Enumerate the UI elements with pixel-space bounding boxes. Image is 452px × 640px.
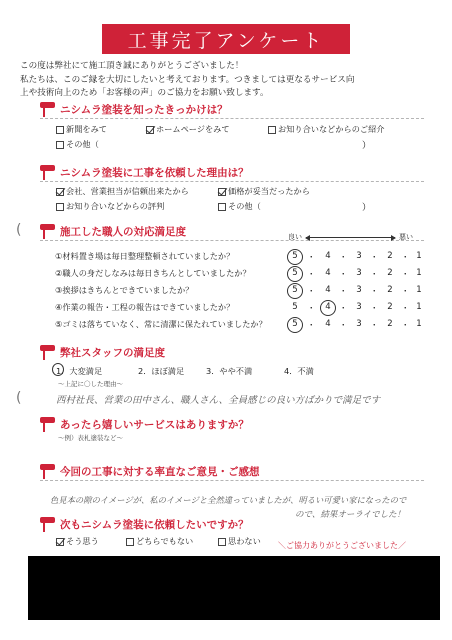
question-label: ④作業の報告・工程の報告はできていましたか？ bbox=[55, 302, 235, 312]
rating-option[interactable]: 2 bbox=[387, 285, 393, 295]
rating-question-row bbox=[55, 249, 425, 265]
double-arrow-icon bbox=[306, 237, 395, 238]
separator-dot: ・ bbox=[370, 321, 379, 331]
feedback-handwriting-line2: ので、結果オーライでした！ bbox=[295, 510, 406, 520]
paint-roller-icon bbox=[40, 464, 55, 479]
separator-dot: ・ bbox=[401, 253, 410, 263]
rating-scale bbox=[289, 266, 425, 282]
intro-line: この度は弊社にて施工頂き誠にありがとうございました！ bbox=[20, 61, 244, 71]
checkbox-checked[interactable] bbox=[218, 188, 226, 196]
separator-dot: ・ bbox=[401, 287, 410, 297]
rating-option[interactable]: 4 bbox=[325, 268, 331, 278]
rating-option[interactable]: 1 bbox=[416, 285, 422, 295]
divider bbox=[40, 118, 424, 119]
rating-option[interactable]: 5 bbox=[292, 302, 298, 312]
scale-good-label: 良い bbox=[288, 233, 302, 241]
rating-option[interactable]: 1 bbox=[416, 251, 422, 261]
rating-question-row bbox=[55, 300, 425, 316]
rating-scale bbox=[289, 249, 425, 265]
reason-note: 〜上記に〇した理由〜 bbox=[58, 380, 123, 388]
separator-dot: ・ bbox=[307, 253, 316, 263]
separator-dot: ・ bbox=[339, 287, 348, 297]
option-label: 会社、営業担当が信頼出来たから bbox=[66, 186, 189, 196]
section7-title: 次もニシムラ塗装に依頼したいですか？ bbox=[60, 519, 249, 531]
separator-dot: ・ bbox=[401, 321, 410, 331]
scale-bad-label: 悪い bbox=[399, 233, 413, 241]
paint-roller-icon bbox=[40, 165, 55, 180]
staff-option-2[interactable]: 2．ほぼ満足 bbox=[138, 366, 185, 376]
separator-dot: ・ bbox=[307, 304, 316, 314]
question-label: ②職人の身だしなみは毎日きちんとしていましたか？ bbox=[55, 268, 251, 278]
option-label: その他（ bbox=[228, 201, 261, 211]
option-homepage[interactable] bbox=[146, 124, 230, 135]
separator-dot: ・ bbox=[370, 270, 379, 280]
separator-dot: ・ bbox=[307, 321, 316, 331]
option-neutral[interactable] bbox=[126, 536, 193, 547]
rating-option[interactable]: 2 bbox=[387, 251, 393, 261]
rating-question-row bbox=[55, 317, 425, 333]
feedback-handwriting-line1: 色見本の隙のイメージが、私のイメージと全然違っていましたが、明るい可愛い家になったので bbox=[50, 495, 407, 505]
rating-scale bbox=[289, 283, 425, 299]
left-bracket-mark: ( bbox=[16, 222, 22, 238]
separator-dot: ・ bbox=[339, 270, 348, 280]
option-price[interactable] bbox=[218, 186, 310, 197]
section6-header bbox=[40, 464, 260, 479]
rating-option[interactable]: 5 bbox=[289, 268, 301, 278]
separator-dot: ・ bbox=[339, 253, 348, 263]
question-label: ①材料置き場は毎日整理整頓されていましたか？ bbox=[55, 251, 235, 261]
question-label: ③挨拶はきちんとできていましたか？ bbox=[55, 285, 194, 295]
rating-question-row bbox=[55, 283, 425, 299]
staff-option-4[interactable]: 4．不満 bbox=[284, 366, 314, 376]
staff-option-1[interactable]: 1．大変満足 bbox=[56, 366, 103, 376]
separator-dot: ・ bbox=[307, 287, 316, 297]
rating-option[interactable]: 4 bbox=[325, 319, 331, 329]
rating-option[interactable]: 3 bbox=[356, 268, 362, 278]
option-label: お知り合いなどからの評判 bbox=[66, 201, 165, 211]
option-trust[interactable] bbox=[56, 186, 189, 197]
rating-question-row bbox=[55, 266, 425, 282]
checkbox[interactable] bbox=[218, 203, 226, 211]
rating-option[interactable]: 3 bbox=[356, 302, 362, 312]
option-newspaper[interactable] bbox=[56, 124, 107, 135]
checkbox[interactable] bbox=[218, 538, 226, 546]
paint-roller-icon bbox=[40, 345, 55, 360]
section5-header bbox=[40, 417, 249, 432]
option-agree[interactable] bbox=[56, 536, 99, 547]
close-paren: ） bbox=[362, 141, 372, 151]
section2-header bbox=[40, 165, 249, 180]
rating-option[interactable]: 3 bbox=[356, 251, 362, 261]
rating-option[interactable]: 1 bbox=[416, 319, 422, 329]
selected-circle bbox=[52, 363, 64, 376]
rating-option[interactable]: 5 bbox=[289, 319, 301, 329]
rating-option[interactable]: 2 bbox=[387, 268, 393, 278]
rating-option[interactable]: 5 bbox=[289, 285, 301, 295]
checkbox[interactable] bbox=[56, 203, 64, 211]
left-bracket-mark: ( bbox=[16, 390, 22, 406]
intro-line: 上や技術向上のため「お客様の声」のご協力をお願い致します。 bbox=[20, 88, 269, 98]
rating-option[interactable]: 5 bbox=[289, 251, 301, 261]
rating-scale-header bbox=[288, 232, 413, 244]
separator-dot: ・ bbox=[307, 270, 316, 280]
option-label: 思わない bbox=[228, 536, 261, 546]
option-label: 価格が妥当だったから bbox=[228, 186, 310, 196]
checkbox[interactable] bbox=[56, 126, 64, 134]
rating-option[interactable]: 1 bbox=[416, 268, 422, 278]
staff-option-3[interactable]: 3．やや不満 bbox=[206, 366, 253, 376]
separator-dot: ・ bbox=[339, 304, 348, 314]
paint-roller-icon bbox=[40, 517, 55, 532]
rating-option[interactable]: 2 bbox=[387, 302, 393, 312]
rating-option[interactable]: 4 bbox=[325, 285, 331, 295]
intro-line: 私たちは、このご縁を大切にしたいと考えております。つきましては更なるサービス向 bbox=[20, 74, 355, 85]
intro-text bbox=[20, 60, 440, 101]
option-label: 新聞をみて bbox=[66, 124, 107, 134]
rating-option[interactable]: 4 bbox=[325, 251, 331, 261]
rating-option[interactable]: 1 bbox=[416, 302, 422, 312]
separator-dot: ・ bbox=[339, 321, 348, 331]
section1-title: ニシムラ塗装を知ったきっかけは？ bbox=[60, 104, 228, 116]
divider bbox=[40, 181, 424, 182]
staff-comment-handwriting: 西村社長、営業の田中さん、職人さん、全員感じの良い方ばかりで満足です bbox=[56, 395, 381, 406]
option-referral[interactable] bbox=[268, 124, 384, 135]
rating-scale bbox=[289, 300, 425, 316]
rating-option[interactable]: 3 bbox=[356, 319, 362, 329]
section3-header bbox=[40, 224, 186, 239]
checkbox[interactable] bbox=[56, 141, 64, 149]
section2-title: ニシムラ塗装に工事を依頼した理由は？ bbox=[60, 167, 249, 179]
rating-option[interactable]: 4 bbox=[322, 302, 334, 312]
separator-dot: ・ bbox=[401, 270, 410, 280]
section4-title: 弊社スタッフの満足度 bbox=[60, 347, 165, 359]
section1-header bbox=[40, 102, 228, 117]
service-example-note: 〜例）表札塗装など〜 bbox=[58, 434, 123, 442]
option-label: そう思う bbox=[66, 536, 99, 546]
redacted-area bbox=[28, 556, 440, 620]
section5-title: あったら嬉しいサービスはありますか？ bbox=[60, 419, 249, 431]
rating-option[interactable]: 2 bbox=[387, 319, 393, 329]
option-disagree[interactable] bbox=[218, 536, 261, 547]
paint-roller-icon bbox=[40, 224, 55, 239]
separator-dot: ・ bbox=[370, 304, 379, 314]
checkbox[interactable] bbox=[268, 126, 276, 134]
option-label: ホームページをみて bbox=[156, 124, 230, 134]
close-paren: ） bbox=[362, 203, 372, 213]
separator-dot: ・ bbox=[370, 253, 379, 263]
question-label: ⑤ゴミは落ちていなく、常に清潔に保たれていましたか？ bbox=[55, 319, 267, 329]
rating-option[interactable]: 3 bbox=[356, 285, 362, 295]
section6-title: 今回の工事に対する率直なご意見・ご感想 bbox=[60, 466, 260, 478]
section4-header bbox=[40, 345, 165, 360]
survey-title: 工事完了アンケート bbox=[102, 24, 350, 54]
option-reputation[interactable] bbox=[56, 201, 164, 212]
option-label: どちらでもない bbox=[136, 536, 194, 546]
checkbox-checked[interactable] bbox=[146, 126, 154, 134]
thanks-message: ＼ご協力ありがとうございました／ bbox=[278, 541, 406, 550]
checkbox-checked[interactable] bbox=[56, 538, 64, 546]
option-other[interactable] bbox=[56, 139, 99, 150]
checkbox-checked[interactable] bbox=[56, 188, 64, 196]
option-label: その他（ bbox=[66, 139, 99, 149]
rating-scale bbox=[289, 317, 425, 333]
section7-header bbox=[40, 517, 249, 532]
separator-dot: ・ bbox=[370, 287, 379, 297]
separator-dot: ・ bbox=[401, 304, 410, 314]
paint-roller-icon bbox=[40, 417, 55, 432]
divider bbox=[40, 480, 424, 481]
option-other[interactable] bbox=[218, 201, 261, 212]
checkbox[interactable] bbox=[126, 538, 134, 546]
paint-roller-icon bbox=[40, 102, 55, 117]
option-label: お知り合いなどからのご紹介 bbox=[278, 124, 385, 134]
section3-title: 施工した職人の対応満足度 bbox=[60, 226, 186, 238]
